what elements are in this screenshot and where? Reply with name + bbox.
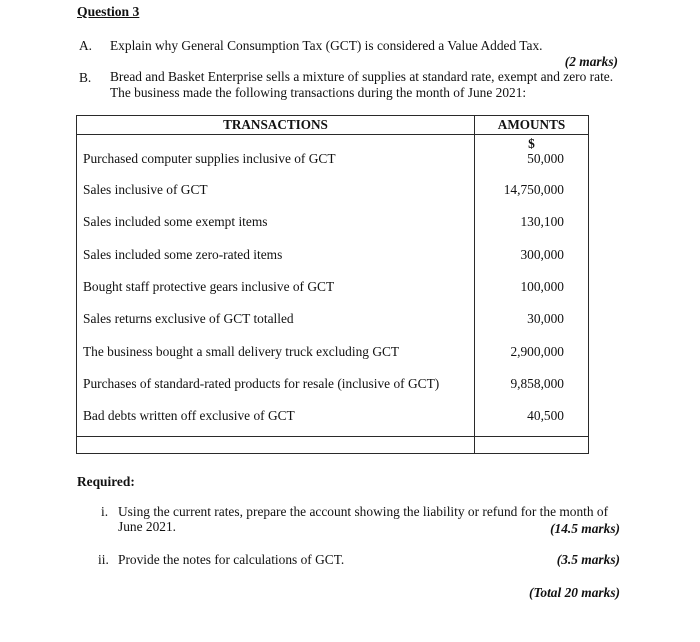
row-value: 50,000 [527,151,564,166]
part-a-marks: (2 marks) [564,54,618,69]
header-amounts: AMOUNTS [497,117,566,132]
part-b-letter: B. [79,70,92,85]
row-value: 40,500 [527,408,564,423]
row-label: Sales included some exempt items [83,214,268,229]
table-header-divider [77,134,588,135]
table-column-divider [474,116,475,453]
row-value: 14,750,000 [503,182,564,197]
required-item-number: i. [101,504,109,519]
question-title: Question 3 [77,4,140,19]
row-label: Purchases of standard-rated products for resale (inclusive of GCT) [83,376,440,391]
part-b-text: Bread and Basket Enterprise sells a mixture of supplies at standard rate, exempt and zero rate. The business made the following transactions during the month of June 2021: [110,69,614,100]
row-value: 100,000 [520,279,564,294]
header-transactions: TRANSACTIONS [223,117,328,132]
row-value: 9,858,000 [510,376,564,391]
row-label: Sales included some zero-rated items [83,247,283,262]
row-value: 300,000 [520,247,564,262]
row-label: Bought staff protective gears inclusive of GCT [83,279,335,294]
row-value: 130,100 [520,214,564,229]
row-label: Bad debts written off exclusive of GCT [83,408,295,423]
transactions-table [76,115,589,454]
part-a-letter: A. [79,38,93,53]
row-label: Sales returns exclusive of GCT totalled [83,311,294,326]
table-footer-divider [77,436,588,437]
required-item-marks: (14.5 marks) [550,521,620,536]
currency-symbol: $ [528,136,535,151]
required-item-marks: (3.5 marks) [556,552,620,567]
required-item-number: ii. [98,552,109,567]
row-label: Sales inclusive of GCT [83,182,208,197]
row-label: The business bought a small delivery truck excluding GCT [83,344,400,359]
required-item-text: Provide the notes for calculations of GCT. [118,552,345,567]
required-heading: Required: [77,474,135,489]
required-item-text: Using the current rates, prepare the account showing the liability or refund for the month of June 2021. [118,504,609,534]
row-value: 30,000 [527,311,564,326]
row-label: Purchased computer supplies inclusive of GCT [83,151,336,166]
part-a-text: Explain why General Consumption Tax (GCT) is considered a Value Added Tax. [110,38,543,53]
total-marks: (Total 20 marks) [528,585,620,600]
row-value: 2,900,000 [510,344,564,359]
